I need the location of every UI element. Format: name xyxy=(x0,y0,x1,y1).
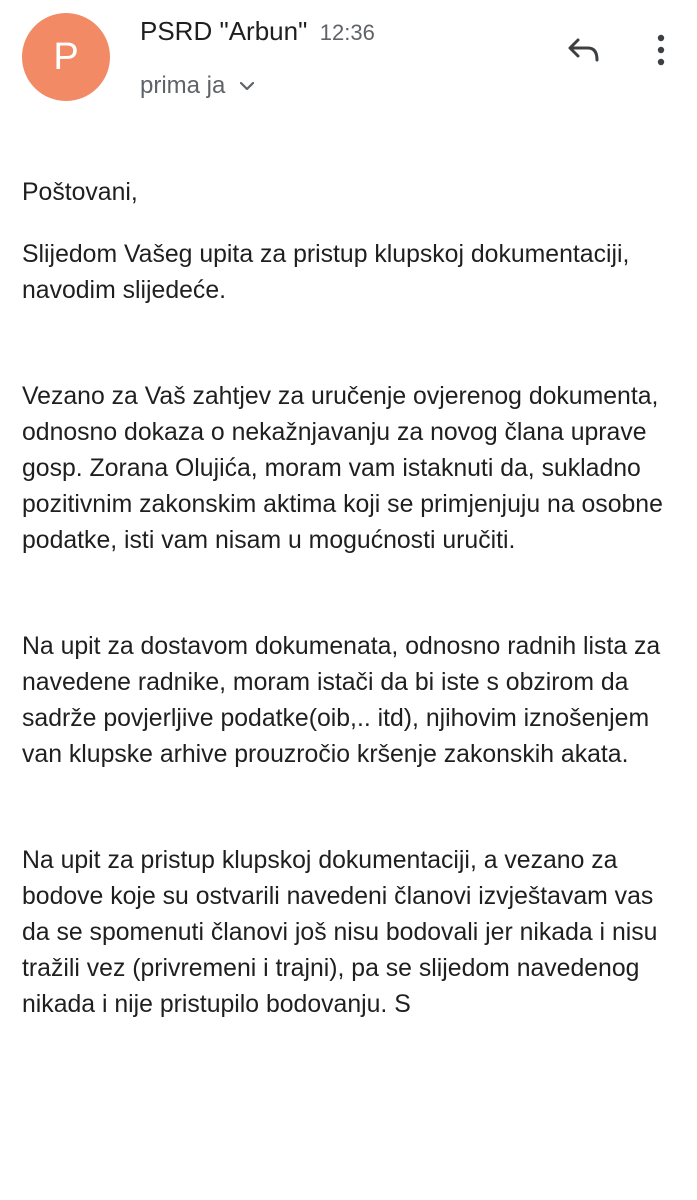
recipient-details-toggle[interactable] xyxy=(140,72,255,100)
sender-name[interactable]: PSRD "Arbun" xyxy=(140,16,308,46)
more-options-button[interactable] xyxy=(646,26,676,74)
email-header xyxy=(0,0,697,120)
email-paragraph: Slijedom Vašeg upita za pristup klupskoj dokumentaciji, navodim slijedeće. xyxy=(22,241,630,304)
reply-icon xyxy=(566,36,602,64)
email-greeting: Poštovani, xyxy=(22,179,138,206)
email-paragraph: Na upit za pristup klupskoj dokumentaciji, a vezano za bodove koje su ostvarili navedeni članovi izvještavam vas da se spomenuti članovi još nisu bodovali jer nikada i nisu tražili vez (privremeni i trajni), pa se slijedom navedenog nikada i nije pristupilo bodovanju. S xyxy=(22,847,658,1018)
email-body xyxy=(22,175,682,1023)
recipient-label: prima ja xyxy=(140,72,226,99)
message-time: 12:36 xyxy=(319,20,375,45)
chevron-down-icon xyxy=(239,81,255,91)
more-vert-icon xyxy=(657,34,665,66)
email-paragraph: Vezano za Vaš zahtjev za uručenje ovjerenog dokumenta, odnosno dokaza o nekažnjavanju za novog člana uprave gosp. Zorana Olujića, moram vam istaknuti da, sukladno pozitivnim zakonskim aktima koji se primjenjuju na osobne podatke, isti vam nisam u mogućnosti uručiti. xyxy=(22,383,663,554)
sender-line xyxy=(140,16,375,47)
reply-button[interactable] xyxy=(564,30,604,70)
email-paragraph: Na upit za dostavom dokumenata, odnosno radnih lista za navedene radnike, moram istači da bi iste s obzirom da sadrže povjerljive podatke(oib,.. itd), njihovim iznošenjem van klupske arhive prouzročio kršenje zakonskih akata. xyxy=(22,633,661,768)
sender-avatar[interactable]: P xyxy=(22,13,110,101)
